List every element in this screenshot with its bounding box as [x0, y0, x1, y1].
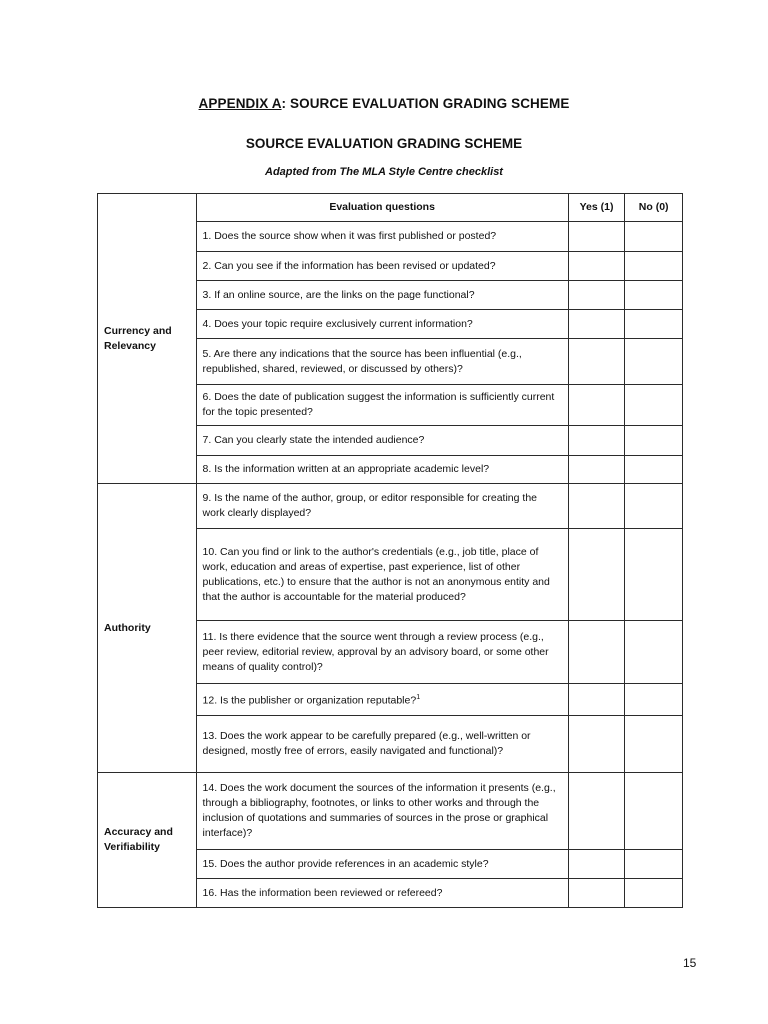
header-no: No (0) — [625, 194, 683, 222]
question-15: 15. Does the author provide references in an academic style? — [196, 850, 568, 879]
no-cell — [625, 684, 683, 716]
question-12 — [196, 684, 568, 716]
appendix-title-text: : SOURCE EVALUATION GRADING SCHEME — [281, 96, 570, 111]
question-5: 5. Are there any indications that the source has been influential (e.g., republished, shared, reviewed, or discussed by others)? — [196, 339, 568, 385]
scheme-title: SOURCE EVALUATION GRADING SCHEME — [245, 136, 523, 151]
yes-cell — [568, 484, 625, 529]
no-cell — [625, 529, 683, 621]
yes-cell — [568, 310, 625, 339]
yes-cell — [568, 456, 625, 484]
yes-cell — [568, 222, 625, 252]
table-row — [98, 484, 683, 529]
footnote-marker: 1 — [416, 694, 421, 702]
appendix-title — [0, 96, 768, 111]
no-cell — [625, 252, 683, 281]
question-10: 10. Can you find or link to the author's credentials (e.g., job title, place of work, education and areas of expertise, past experience, list of other publications, etc.) to ensure that the author is not an anonymous entity and that the author is accountable for the material produced? — [196, 529, 568, 621]
question-6: 6. Does the date of publication suggest the information is sufficiently current for the topic presented? — [196, 385, 568, 426]
no-cell — [625, 385, 683, 426]
yes-cell — [568, 716, 625, 773]
yes-cell — [568, 281, 625, 310]
question-3: 3. If an online source, are the links on the page functional? — [196, 281, 568, 310]
page-number: 15 — [683, 956, 697, 970]
yes-cell — [568, 252, 625, 281]
no-cell — [625, 879, 683, 908]
header-evaluation-questions: Evaluation questions — [196, 194, 568, 222]
yes-cell — [568, 879, 625, 908]
no-cell — [625, 850, 683, 879]
yes-cell — [568, 773, 625, 850]
no-cell — [625, 773, 683, 850]
yes-cell — [568, 621, 625, 684]
yes-cell — [568, 529, 625, 621]
category-currency-relevancy: Currency and Relevancy — [98, 194, 197, 484]
no-cell — [625, 339, 683, 385]
appendix-label: APPENDIX A — [198, 96, 282, 111]
table-header-row — [98, 194, 683, 222]
no-cell — [625, 310, 683, 339]
question-2: 2. Can you see if the information has been revised or updated? — [196, 252, 568, 281]
no-cell — [625, 456, 683, 484]
yes-cell — [568, 850, 625, 879]
question-8: 8. Is the information written at an appropriate academic level? — [196, 456, 568, 484]
no-cell — [625, 484, 683, 529]
evaluation-table — [97, 193, 683, 908]
question-9: 9. Is the name of the author, group, or editor responsible for creating the work clearly displayed? — [196, 484, 568, 529]
yes-cell — [568, 684, 625, 716]
question-7: 7. Can you clearly state the intended audience? — [196, 426, 568, 456]
no-cell — [625, 426, 683, 456]
question-13: 13. Does the work appear to be carefully prepared (e.g., well-written or designed, mostly free of errors, easily navigated and functional)? — [196, 716, 568, 773]
no-cell — [625, 281, 683, 310]
yes-cell — [568, 426, 625, 456]
question-11: 11. Is there evidence that the source went through a review process (e.g., peer review, editorial review, approval by an advisory board, or some other means of quality control)? — [196, 621, 568, 684]
category-authority: Authority — [98, 484, 197, 773]
question-14: 14. Does the work document the sources of the information it presents (e.g., through a bibliography, footnotes, or links to other works and through the inclusion of quotations and summaries of sources in the prose or graphical interface)? — [196, 773, 568, 850]
subtitle: Adapted from The MLA Style Centre checklist — [265, 166, 503, 178]
no-cell — [625, 716, 683, 773]
no-cell — [625, 222, 683, 252]
yes-cell — [568, 339, 625, 385]
question-4: 4. Does your topic require exclusively current information? — [196, 310, 568, 339]
table-row — [98, 773, 683, 850]
question-12-text: 12. Is the publisher or organization reputable? — [202, 694, 417, 707]
question-1: 1. Does the source show when it was first published or posted? — [196, 222, 568, 252]
question-16: 16. Has the information been reviewed or refereed? — [196, 879, 568, 908]
yes-cell — [568, 385, 625, 426]
category-accuracy-verifiability: Accuracy and Verifiability — [98, 773, 197, 908]
no-cell — [625, 621, 683, 684]
header-yes: Yes (1) — [568, 194, 625, 222]
